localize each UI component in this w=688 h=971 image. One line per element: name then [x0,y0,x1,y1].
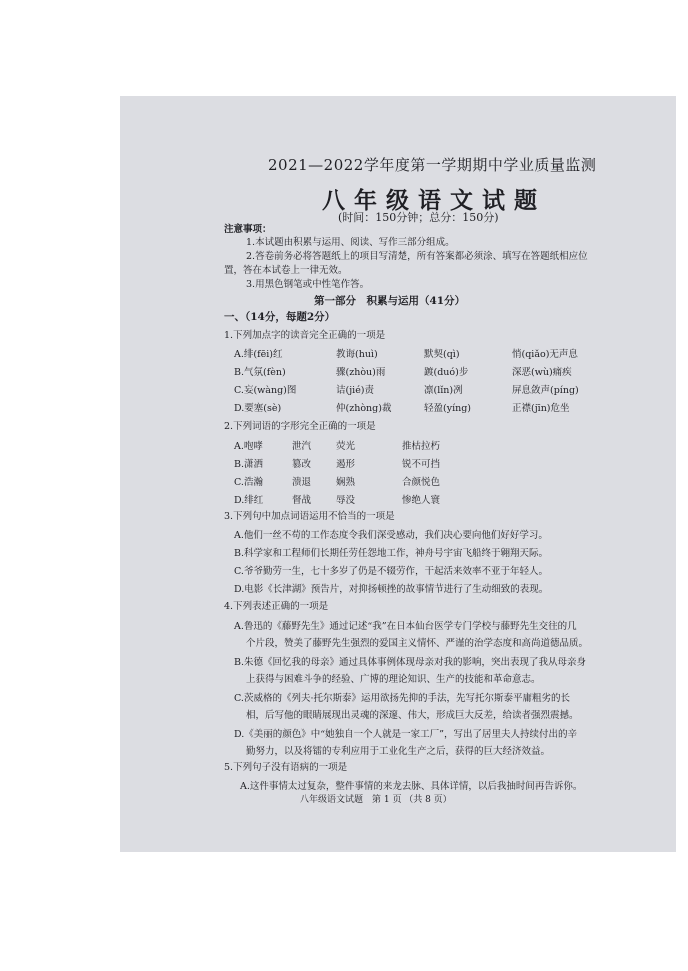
exam-time-info: (时间：150分钟；总分：150分) [338,211,499,224]
q4-option-a-line1: A.鲁迅的《藤野先生》通过记述“我”在日本仙台医学专门学校与藤野先生交往的几 [234,621,577,632]
q4-option-d-line2: 勤努力，以及将镭的专利应用于工业化生产之后，获得的巨大经济效益。 [246,746,551,757]
exam-paper [120,96,676,852]
q1-option-b-col3: 踱(duó)步 [424,367,469,378]
q4-option-a-line2: 个片段，赞美了藤野先生强烈的爱国主义情怀、严谨的治学态度和高尚道德品质。 [246,638,589,649]
q1-option-c-col4: 屏息敛声(píng) [512,385,579,396]
q2-option-a-col2: 泄汽 [292,441,312,452]
q4-option-c-line2: 相，后写他的眼睛展现出灵魂的深邃、伟大，形成巨大反差，给读者强烈震撼。 [246,710,579,721]
q2-option-a-col4: 推枯拉朽 [402,441,441,452]
q1-option-a-col3: 默契(qì) [424,349,460,360]
q3-option-a: A.他们一丝不苟的工作态度令我们深受感动，我们决心要向他们好好学习。 [234,530,548,541]
q3-option-b: B.科学家和工程师们长期任劳任怨地工作，神舟号宇宙飞船终于翱翔天际。 [234,548,549,559]
section1-title: 一、（14分，每题2分） [224,311,336,323]
question-5-stem: 5.下列句子没有语病的一项是 [224,762,348,773]
q2-option-b-col1: B.潇洒 [234,459,264,470]
q1-option-d-col4: 正襟(jīn)危坐 [512,403,570,414]
q1-option-a-col1: A.绯(fēi)红 [234,349,283,360]
q2-option-c-col4: 合颜悦色 [402,477,441,488]
q3-option-c: C.爷爷勤劳一生，七十多岁了仍是不辍劳作，干起活来效率不亚于年轻人。 [234,566,548,577]
exam-title-line2: 八年级语文试题 [322,187,546,214]
notice-item: 置，答在本试卷上一律无效。 [224,265,348,276]
q1-option-d-col3: 轻盈(yíng) [424,403,472,414]
notice-item: 1.本试题由积累与运用、阅读、写作三部分组成。 [246,237,455,248]
q5-option-a: A.这件事情太过复杂，整件事情的来龙去脉、具体详情，以后我抽时间再告诉你。 [240,781,583,792]
q4-option-b-line2: 上获得与困难斗争的经验、广博的理论知识、生产的技能和革命意志。 [246,674,541,685]
q3-option-d: D.电影《长津湖》预告片，对抑扬顿挫的故事情节进行了生动细致的表现。 [234,584,549,595]
q2-option-b-col4: 锐不可挡 [402,459,441,470]
q2-option-d-col2: 督战 [292,495,312,506]
notice-item: 2.答卷前务必将答题纸上的项目写清楚，所有答案都必须涂、填写在答题纸相应位 [246,251,588,262]
notice-item: 3.用黑色钢笔或中性笔作答。 [246,279,370,290]
q1-option-c-col3: 凛(lǐn)冽 [424,385,463,396]
q1-option-b-col4: 深恶(wù)痛疾 [512,367,572,378]
q2-option-a-col1: A.咆哮 [234,441,263,452]
question-4-stem: 4.下列表述正确的一项是 [224,601,329,612]
q1-option-d-col1: D.要塞(sè) [234,403,282,414]
q2-option-b-col3: 遏形 [336,459,356,470]
q2-option-c-col1: C.浩瀚 [234,477,263,488]
exam-title-line1: 2021—2022学年度第一学期期中学业质量监测 [268,156,597,174]
q2-option-c-col2: 溃退 [292,477,312,488]
q2-option-a-col3: 荧光 [336,441,356,452]
q1-option-a-col2: 教诲(huì) [336,349,378,360]
q2-option-b-col2: 篡改 [292,459,312,470]
q2-option-d-col1: D.绯红 [234,495,264,506]
question-2-stem: 2.下列词语的字形完全正确的一项是 [224,421,376,432]
q4-option-d-line1: D.《美丽的颜色》中“她独自一个人就是一家工厂”，写出了居里夫人持续付出的辛 [234,729,578,740]
q4-option-b-line1: B.朱德《回忆我的母亲》通过具体事例体现母亲对我的影响，突出表现了我从母亲身 [234,657,587,668]
q2-option-d-col4: 惨绝人寰 [402,495,441,506]
q1-option-b-col2: 骤(zhòu)雨 [336,367,386,378]
question-1-stem: 1.下列加点字的读音完全正确的一项是 [224,330,386,341]
q2-option-d-col3: 辱没 [336,495,356,506]
page-footer: 八年级语文试题 第 1 页 （共 8 页） [300,795,452,805]
question-3-stem: 3.下列句中加点词语运用不恰当的一项是 [224,511,395,522]
q1-option-d-col2: 仲(zhòng)裁 [336,403,392,414]
q2-option-c-col3: 娴熟 [336,477,356,488]
q1-option-a-col4: 悄(qiǎo)无声息 [512,349,578,360]
part1-title: 第一部分 积累与运用（41分） [314,295,466,307]
q1-option-c-col2: 诘(jié)责 [336,385,375,396]
notice-heading: 注意事项： [224,224,272,235]
q1-option-b-col1: B.气氛(fèn) [234,367,286,378]
q4-option-c-line1: C.茨威格的《列夫·托尔斯泰》运用欲扬先抑的手法，先写托尔斯泰平庸粗劣的长 [234,693,570,704]
q1-option-c-col1: C.妄(wàng)图 [234,385,297,396]
